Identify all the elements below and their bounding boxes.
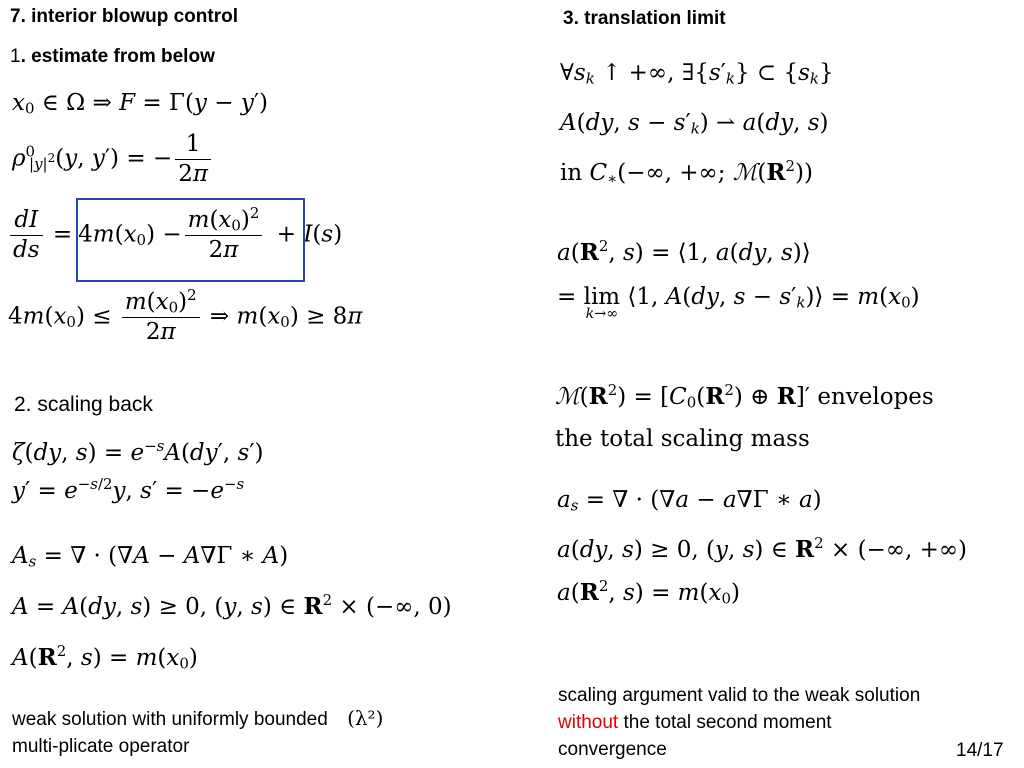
subheading-scaling-back: 2. scaling back xyxy=(14,393,153,416)
lambda-squared: (λ²) xyxy=(347,706,384,730)
page-number: 14/17 xyxy=(956,740,1004,761)
section-heading-interior-blowup: 7. interior blowup control xyxy=(10,6,238,27)
section-heading-translation-limit: 3. translation limit xyxy=(563,8,726,29)
eq-a-R2: $a(R^2$, s) = ⟨1, a(dy, s)⟩ xyxy=(557,237,811,266)
highlight-box xyxy=(76,198,305,282)
eq-A-mass: $A(R^2$, $s) = m(x_0)$ xyxy=(12,642,198,673)
eq-rho: $\rho^0_{|y|^2}(y$, y′) = − $\frac{1}{2\pi}$ xyxy=(12,130,214,189)
eq-forall-sk: $\forall s_k$ ↑ +∞, $\exists\{s'_k\}$ ⊂ $\{s_k\}$ xyxy=(560,60,834,88)
subheading-number: 1 xyxy=(10,46,21,67)
eq-A-nonneg: A = A(dy, s) ≥ 0, (y, s) ∈ $R^2$ × (−∞, 0) xyxy=(12,591,452,620)
note-weak-solution-line2: multi-plicate operator xyxy=(12,736,190,757)
eq-y-prime: $y' = e^{-s/2}y$, $s' = -e^{-s}$ xyxy=(12,475,245,504)
eq-measure-space: $ℳ(R^2) = [C_0(R^2)$ ⊕ R]′ envelopes xyxy=(555,381,934,412)
subheading-estimate-from-below xyxy=(10,46,215,68)
eq-total-scaling-mass: the total scaling mass xyxy=(555,426,810,452)
note-weak-solution-line1: weak solution with uniformly bounded xyxy=(12,709,328,730)
eq-as: $a_s$ = ∇ · (∇a − a∇Γ ∗ a) xyxy=(557,487,822,515)
eq-4m-inequality: $4m(x_0)$ ≤ $\frac{m(x_0)^2}{2\pi}$ ⇒ $m(x_0) \ge 8\pi$ xyxy=(8,286,363,345)
eq-zeta: ζ(dy, $s) = e^{-s}A(dy'$, s′) xyxy=(12,437,264,466)
subheading-text: . estimate from below xyxy=(20,46,215,67)
eq-a-nonneg: a(dy, s) ≥ 0, (y, s) ∈ $R^2$ × (−∞, +∞) xyxy=(557,534,967,563)
eq-in-C-star: in $C_∗(-\infty$, +∞; $ℳ(R^2)$) xyxy=(560,157,813,188)
note-scaling-line3: convergence xyxy=(558,739,667,760)
eq-x0-in-omega: $x_0$ ∈ Ω ⇒ F = Γ(y − y′) xyxy=(12,90,269,118)
note-scaling-line1: scaling argument valid to the weak solution xyxy=(558,685,921,706)
eq-lim: = lim k→∞ ⟨1, A(dy, $s - s'_k)⟩ = m(x_0)$ xyxy=(557,284,920,323)
note-weak-solution xyxy=(12,705,472,760)
note-scaling-argument xyxy=(558,682,1018,763)
eq-dI-ds: $\frac{dI}{ds}$ = $4m(x_0)$ − $\frac{m(x_0)^2}{2\pi}$ + I(s) xyxy=(10,206,342,265)
eq-a-mass: $a(R^2$, $s) = m(x_0)$ xyxy=(557,577,740,608)
note-scaling-line2: the total second moment xyxy=(618,712,832,733)
eq-A-weak-convergence: A(dy, $s - s'_k$) ⇀ a(dy, s) xyxy=(560,110,829,138)
note-without: without xyxy=(558,712,619,733)
eq-As: $A_s$ = ∇ · (∇A − A∇Γ ∗ A) xyxy=(12,543,289,571)
